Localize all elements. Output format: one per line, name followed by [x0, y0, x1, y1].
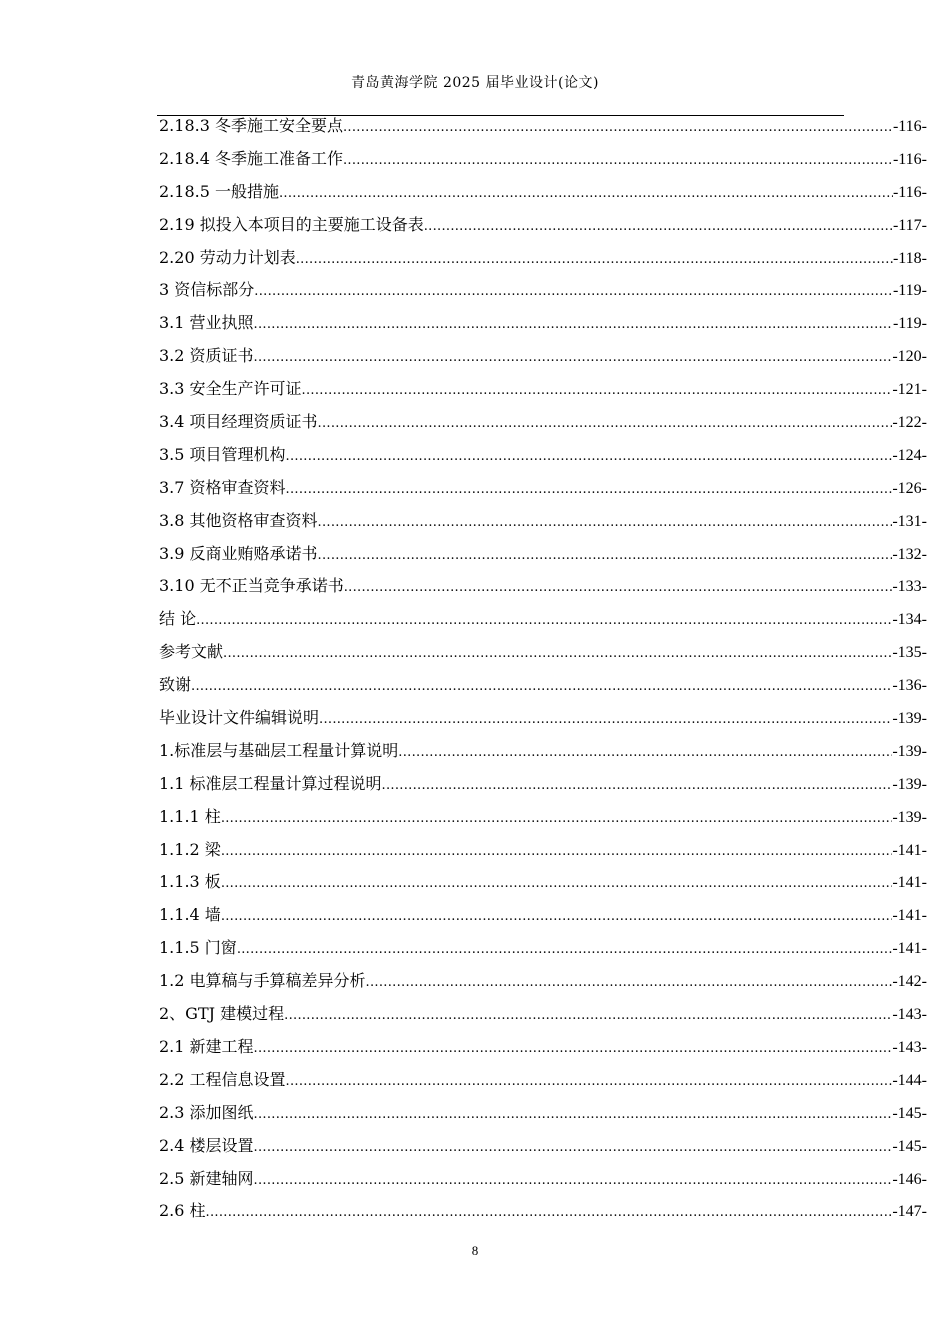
toc-entry[interactable] [159, 505, 927, 538]
toc-entry-page: -116- [892, 118, 927, 135]
toc-entry[interactable] [159, 1097, 927, 1130]
toc-entry-title: 3.3 安全生产许可证 [159, 379, 302, 399]
toc-dot-leader [284, 1000, 892, 1033]
toc-entry-page: -141- [892, 907, 927, 925]
toc-dot-leader [344, 572, 893, 605]
toc-entry[interactable] [159, 965, 927, 998]
toc-entry-page: -126- [892, 479, 927, 497]
toc-entry-title: 3 资信标部分 [159, 280, 255, 300]
toc-entry-title: 2.3 添加图纸 [159, 1102, 254, 1122]
toc-dot-leader [343, 145, 893, 178]
page-number: 8 [471, 1243, 479, 1258]
toc-dot-leader [286, 1066, 893, 1099]
toc-entry-title: 2.20 劳动力计划表 [159, 247, 296, 267]
toc-entry[interactable] [159, 1130, 927, 1163]
toc-entry-page: -139- [892, 775, 927, 793]
toc-entry-title: 2.6 柱 [159, 1201, 206, 1221]
toc-dot-leader [223, 638, 892, 671]
toc-entry-page: -139- [892, 742, 927, 760]
toc-entry-page: -118- [892, 249, 927, 267]
toc-entry-title: 2.2 工程信息设置 [159, 1069, 286, 1089]
toc-entry-page: -146- [892, 1170, 927, 1188]
toc-entry[interactable] [159, 1195, 927, 1228]
toc-dot-leader [254, 309, 893, 342]
toc-entry-title: 致谢 [159, 675, 192, 695]
toc-entry-title: 3.8 其他资格审查资料 [159, 510, 318, 530]
toc-entry-title: 1.2 电算稿与手算稿差异分析 [159, 971, 366, 991]
toc-dot-leader [279, 178, 893, 211]
toc-dot-leader [424, 211, 893, 244]
toc-entry-title: 2、GTJ 建模过程 [159, 1004, 285, 1024]
toc-dot-leader [191, 671, 892, 704]
toc-entry[interactable] [159, 406, 927, 439]
toc-entry-page: -116- [892, 183, 927, 201]
toc-entry[interactable] [159, 242, 927, 275]
toc-entry[interactable] [159, 209, 927, 242]
toc-dot-leader [254, 1165, 893, 1198]
toc-entry-title: 参考文献 [159, 642, 224, 662]
toc-entry[interactable] [159, 570, 927, 603]
toc-dot-leader [286, 474, 893, 507]
toc-entry[interactable] [159, 110, 927, 143]
toc-entry[interactable] [159, 768, 927, 801]
toc-entry[interactable] [159, 439, 927, 472]
toc-entry-page: -145- [892, 1137, 927, 1155]
toc-entry[interactable] [159, 373, 927, 406]
page-header: 青岛黄海学院 2025 届毕业设计(论文) [351, 75, 599, 91]
toc-dot-leader [366, 967, 893, 1000]
toc-entry-title: 3.7 资格审查资料 [159, 477, 286, 497]
toc-entry[interactable] [159, 636, 927, 669]
toc-entry-title: 2.4 楼层设置 [159, 1135, 254, 1155]
toc-dot-leader [254, 342, 893, 375]
toc-entry[interactable] [159, 998, 927, 1031]
toc-entry-page: -121- [892, 381, 927, 399]
toc-entry[interactable] [159, 801, 927, 834]
toc-entry-title: 1.1 标准层工程量计算过程说明 [159, 773, 382, 793]
toc-entry-title: 2.18.4 冬季施工准备工作 [159, 148, 343, 168]
toc-entry[interactable] [159, 472, 927, 505]
toc-dot-leader [221, 901, 893, 934]
toc-dot-leader [254, 1033, 893, 1066]
toc-entry-title: 3.5 项目管理机构 [159, 444, 286, 464]
toc-entry[interactable] [159, 932, 927, 965]
toc-entry-title: 结 论 [159, 609, 197, 629]
toc-entry-page: -119- [892, 282, 927, 300]
toc-entry-page: -122- [892, 414, 927, 432]
toc-entry[interactable] [159, 274, 927, 307]
toc-entry[interactable] [159, 1163, 927, 1196]
toc-dot-leader [343, 112, 893, 145]
toc-entry-page: -141- [892, 841, 927, 859]
toc-entry-title: 毕业设计文件编辑说明 [159, 708, 320, 728]
table-of-contents [159, 110, 927, 1228]
toc-dot-leader [254, 1099, 893, 1132]
toc-entry[interactable] [159, 735, 927, 768]
toc-entry-page: -135- [892, 644, 927, 662]
toc-dot-leader [221, 868, 893, 901]
toc-dot-leader [196, 605, 892, 638]
toc-entry-title: 2.18.3 冬季施工安全要点 [159, 116, 343, 135]
toc-entry-title: 2.19 拟投入本项目的主要施工设备表 [159, 214, 424, 234]
toc-entry[interactable] [159, 1064, 927, 1097]
toc-dot-leader [254, 276, 893, 309]
toc-dot-leader [382, 770, 893, 803]
toc-entry-title: 3.1 营业执照 [159, 313, 254, 333]
toc-entry[interactable] [159, 669, 927, 702]
toc-entry-title: 2.5 新建轴网 [159, 1168, 254, 1188]
toc-dot-leader [302, 375, 893, 408]
toc-entry[interactable] [159, 176, 927, 209]
toc-dot-leader [286, 441, 893, 474]
toc-entry-page: -120- [892, 348, 927, 366]
toc-entry-title: 1.1.1 柱 [159, 806, 221, 826]
toc-dot-leader [318, 540, 893, 573]
toc-entry-page: -117- [892, 216, 927, 234]
toc-entry[interactable] [159, 143, 927, 176]
toc-entry[interactable] [159, 340, 927, 373]
toc-dot-leader [318, 507, 893, 540]
toc-entry-page: -143- [892, 1006, 927, 1024]
toc-entry-title: 3.9 反商业贿赂承诺书 [159, 543, 318, 563]
toc-entry-page: -139- [892, 808, 927, 826]
toc-entry-title: 1.1.5 门窗 [159, 938, 237, 958]
toc-entry-page: -141- [892, 874, 927, 892]
toc-dot-leader [296, 244, 893, 277]
toc-dot-leader [221, 803, 893, 836]
toc-entry[interactable] [159, 307, 927, 340]
toc-entry[interactable] [159, 834, 927, 867]
toc-entry[interactable] [159, 866, 927, 899]
toc-entry-title: 2.18.5 一般措施 [159, 181, 279, 201]
toc-entry-page: -145- [892, 1104, 927, 1122]
toc-dot-leader [206, 1197, 893, 1230]
toc-entry-title: 3.2 资质证书 [159, 346, 254, 366]
toc-entry-page: -131- [892, 512, 927, 530]
toc-entry-page: -132- [892, 545, 927, 563]
toc-entry-page: -143- [892, 1038, 927, 1056]
toc-entry-title: 1.标准层与基础层工程量计算说明 [159, 740, 399, 760]
toc-dot-leader [319, 704, 892, 737]
toc-entry-title: 2.1 新建工程 [159, 1036, 254, 1056]
toc-entry-page: -136- [892, 677, 927, 695]
toc-entry-page: -134- [892, 611, 927, 629]
toc-entry-page: -147- [892, 1203, 927, 1221]
toc-entry-page: -133- [892, 578, 927, 596]
toc-entry-title: 3.4 项目经理资质证书 [159, 412, 318, 432]
toc-entry-page: -142- [892, 973, 927, 991]
toc-entry[interactable] [159, 538, 927, 571]
toc-entry-title: 1.1.2 梁 [159, 839, 221, 859]
toc-entry-title: 1.1.4 墙 [159, 905, 221, 925]
toc-entry-title: 3.10 无不正当竞争承诺书 [159, 576, 344, 596]
toc-dot-leader [237, 934, 893, 967]
toc-entry[interactable] [159, 1031, 927, 1064]
toc-entry-page: -119- [892, 315, 927, 333]
toc-entry[interactable] [159, 603, 927, 636]
toc-entry-page: -144- [892, 1071, 927, 1089]
toc-entry[interactable] [159, 702, 927, 735]
toc-dot-leader [221, 836, 893, 869]
toc-entry[interactable] [159, 899, 927, 932]
toc-entry-page: -139- [892, 710, 927, 728]
toc-entry-page: -124- [892, 446, 927, 464]
toc-entry-page: -141- [892, 940, 927, 958]
toc-dot-leader [398, 737, 892, 770]
toc-entry-page: -116- [892, 150, 927, 168]
toc-dot-leader [254, 1132, 893, 1165]
toc-entry-title: 1.1.3 板 [159, 872, 221, 892]
toc-dot-leader [318, 408, 893, 441]
